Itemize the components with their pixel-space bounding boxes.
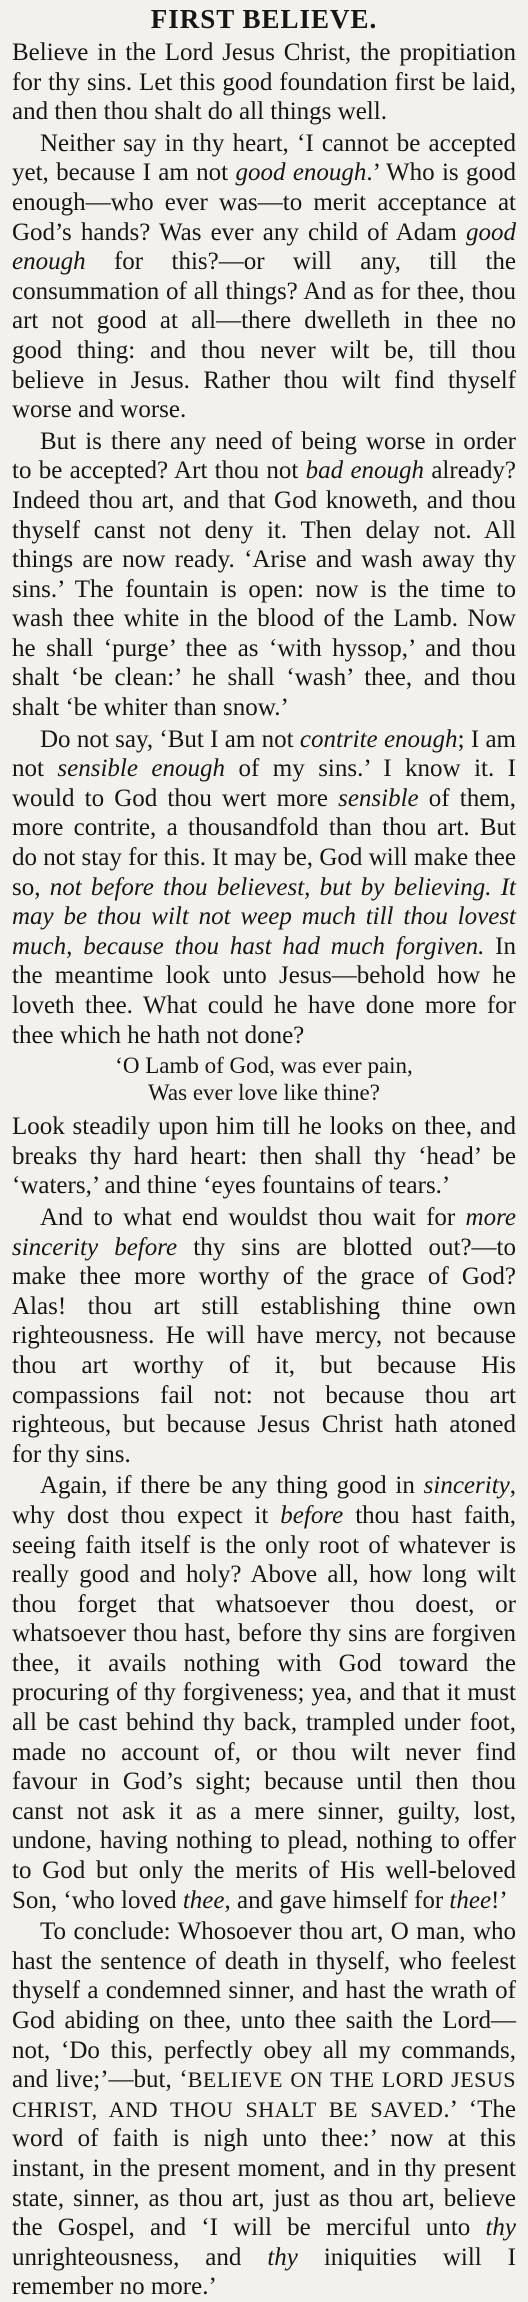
text-run: thy sins are blotted out?—to make thee more worthy of the grace of God? Alas! thou art still establishing thine own righteousness. He will have mercy, not because thou art worthy of it, but because His compassions fail not: not because thou art righteous, but because Jesus Christ hath atoned for thy sins. [12, 1233, 516, 1468]
text-run: before [280, 1501, 344, 1529]
text-run: To conclude: Whosoever thou art, O man, who hast the sentence of death in thyself, who feelest thyself a condemned sinner, and hast the wrath of God abiding on thee, unto thee saith the Lord—not, ‘Do this, perfectly obey all my commands, and live;’—but, ‘ [12, 1918, 516, 2094]
text-run: !’ [491, 1886, 508, 1914]
text-run: not before thou believest, but by believing. It may be thou wilt not weep much till thou lovest much, because thou hast had much forgiven. [12, 873, 516, 960]
paragraph-7 [12, 1471, 516, 1915]
text-run: more sincerity before [12, 1203, 516, 1261]
hymn-line-2: Was ever love like thine? [148, 1080, 380, 1106]
text-run: .’ ‘The word of faith is nigh unto thee:’ now at this instant, in the present moment, and in thy present state, sinner, as thou art, just as thou art, believe the Gospel, and ‘I will be merciful unto [12, 2095, 516, 2242]
text-run: , why dost thou expect it [12, 1472, 516, 1529]
text-run: But is there any need of being worse in order to be accepted? Art thou not [12, 427, 516, 485]
text-run: for this?—or will any, till the consummation of all things? And as for thee, thou art not good at all—there dwelleth in thee no good thing: and thou never wilt be, till thou believe in Jesus. Rather thou wilt find thyself worse and worse. [12, 248, 516, 424]
text-run: bad enough [305, 457, 425, 485]
text-run: Look steadily upon him till he looks on thee, and breaks thy hard heart: then shall thy ‘head’ be ‘waters,’ and thine ‘eyes fountains of tears.’ [12, 1113, 516, 1200]
text-run: Again, if there be any thing good in [40, 1472, 424, 1500]
text-run: thee [449, 1886, 492, 1914]
text-run: ; I am not [12, 725, 516, 783]
paragraph-8 [12, 1917, 516, 2302]
text-run: Neither say in thy heart, ‘I cannot be accepted yet, because I am not [12, 129, 516, 187]
text-run: Do not say, ‘But I am not [40, 725, 300, 753]
paragraph-1 [12, 38, 516, 127]
text-run: already? Indeed thou art, and that God knoweth, and thou thyself canst not deny it. Then delay not. All things are now ready. ‘Arise and wash away thy sins.’ The fountain is open: now is the time to wash thee white in the blood of the Lamb. Now he shall ‘purge’ thee as ‘with hyssop,’ and thou shalt ‘be clean:’ he shall ‘wash’ thee, and thou shalt ‘be whiter than snow.’ [12, 457, 516, 722]
text-run: of them, more contrite, a thousandfold than thou art. But do not stay for this. It may be, God will make thee so, [12, 784, 516, 901]
paragraph-5 [12, 1112, 516, 1201]
text-run: And to what end wouldst thou wait for [40, 1203, 466, 1231]
text-run: thou hast faith, seeing faith itself is the only root of whatever is really good and holy? Above all, how long wilt thou forget that whatsoever thou doest, or whatsoever thou hast, before thy sins are forgiven thee, it avails nothing with God toward the procuring of thy forgiveness; yea, and that it must all be cast behind thy back, trampled under foot, made no account of, or thou wilt never find favour in God’s sight; because until then thou canst not ask it as a mere sinner, guilty, lost, undone, having nothing to plead, nothing to offer to God but only the merits of His well-beloved Son, ‘who loved [12, 1501, 516, 1914]
text-run: thy [485, 2214, 516, 2242]
text-run: , and gave himself for [224, 1886, 450, 1914]
hymn-line-1: ‘O Lamb of God, was ever pain, [115, 1053, 413, 1079]
hymn-quote [12, 1052, 516, 1106]
text-run: iniquities will I remember no more.’ [12, 2243, 516, 2301]
text-run: good enough [12, 218, 516, 276]
paragraph-3 [12, 427, 516, 723]
text-run: Believe in the Lord Jesus Christ, the propitiation for thy sins. Let this good foundation first be laid, and then thou shalt do all things well. [12, 39, 516, 126]
text-run: contrite enough [299, 725, 458, 753]
text-run: of my sins.’ I know it. I would to God thou wert more [12, 755, 517, 812]
paragraph-2 [12, 129, 516, 425]
text-run: good enough [235, 159, 367, 187]
paragraph-6 [12, 1203, 516, 1469]
text-run: sensible [338, 784, 419, 812]
text-run: sincerity [423, 1472, 510, 1500]
text-run: sensible enough [57, 755, 226, 783]
paragraph-4 [12, 725, 516, 1051]
article-title: FIRST BELIEVE. [150, 4, 378, 34]
text-run: In the meantime look unto Jesus—behold how he loveth thee. What could he have done more for thee which he hath not done? [12, 932, 517, 1049]
text-run: .’ Who is good enough—who ever was—to merit acceptance at God’s hands? Was ever any child of Adam [12, 159, 517, 246]
text-run: thy [267, 2243, 298, 2271]
text-run: thee [182, 1886, 225, 1914]
text-run: BELIEVE ON THE LORD JESUS CHRIST, AND THOU SHALT BE SAVED [12, 2067, 516, 2122]
text-run: unrighteousness, and [12, 2243, 268, 2271]
